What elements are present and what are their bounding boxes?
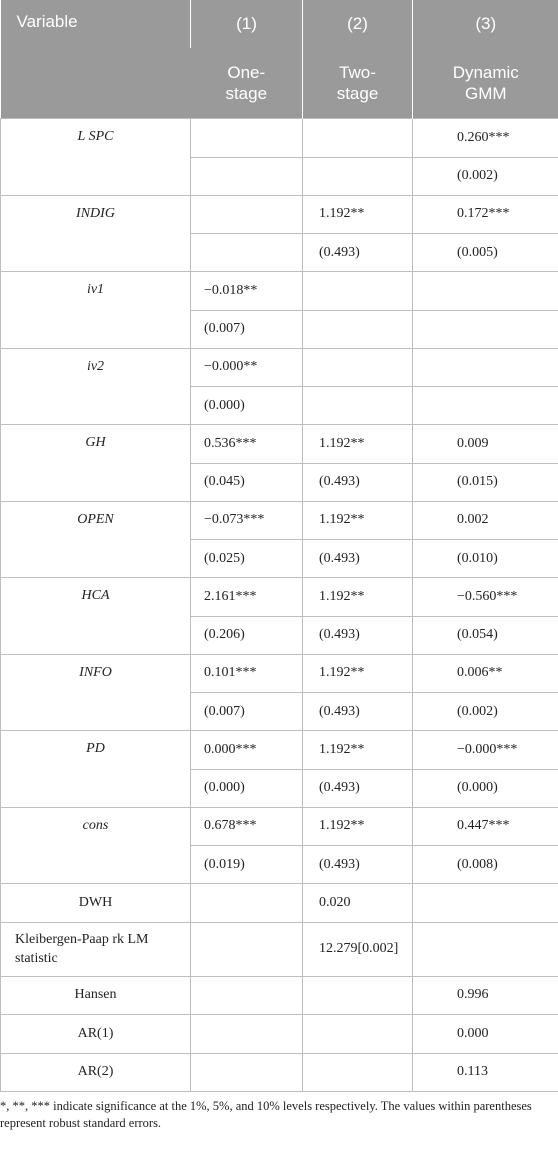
- std-error-cell: (0.002): [413, 157, 558, 195]
- statistic-value: [303, 1053, 413, 1092]
- statistic-value: [191, 884, 303, 923]
- statistic-label: AR(1): [1, 1015, 191, 1054]
- coefficient-cell: 1.192**: [303, 654, 413, 693]
- statistic-value: 0.113: [413, 1053, 558, 1092]
- table-row: [1, 807, 558, 846]
- std-error-cell: (0.010): [413, 540, 558, 578]
- coefficient-cell: 0.101***: [191, 654, 303, 693]
- variable-name: iv2: [1, 348, 191, 425]
- coefficient-cell: 0.447***: [413, 807, 558, 846]
- statistic-value: [191, 1053, 303, 1092]
- coefficient-cell: [303, 348, 413, 387]
- coefficient-cell: 1.192**: [303, 578, 413, 617]
- variable-name: GH: [1, 425, 191, 502]
- variable-name: L SPC: [1, 119, 191, 196]
- coefficient-cell: 1.192**: [303, 731, 413, 770]
- table-row: [1, 922, 558, 976]
- variable-name: PD: [1, 731, 191, 808]
- std-error-cell: (0.005): [413, 234, 558, 272]
- coefficient-cell: 0.002: [413, 501, 558, 540]
- table-row: [1, 654, 558, 693]
- coefficient-cell: 0.172***: [413, 195, 558, 234]
- std-error-cell: [303, 387, 413, 425]
- std-error-cell: (0.493): [303, 234, 413, 272]
- table-footnote: *, **, *** indicate significance at the 1%, 5%, and 10% levels respectively. The values within parentheses represent robust standard errors.: [0, 1099, 532, 1130]
- table-row: [1, 119, 558, 158]
- statistic-value: 0.996: [413, 976, 558, 1015]
- variable-name: cons: [1, 807, 191, 884]
- std-error-cell: (0.493): [303, 693, 413, 731]
- coefficient-cell: 1.192**: [303, 195, 413, 234]
- statistic-label: DWH: [1, 884, 191, 923]
- coefficient-cell: [191, 195, 303, 234]
- coefficient-cell: 0.000***: [191, 731, 303, 770]
- std-error-cell: [191, 157, 303, 195]
- std-error-cell: (0.019): [191, 846, 303, 884]
- statistic-label: AR(2): [1, 1053, 191, 1092]
- table-row: [1, 976, 558, 1015]
- coefficient-cell: −0.560***: [413, 578, 558, 617]
- std-error-cell: [303, 310, 413, 348]
- header-col-3-number: (3): [413, 0, 558, 48]
- table-row: [1, 501, 558, 540]
- table-body: [1, 119, 558, 1092]
- std-error-cell: (0.493): [303, 846, 413, 884]
- coefficient-cell: 0.009: [413, 425, 558, 464]
- std-error-cell: (0.007): [191, 693, 303, 731]
- statistic-value: 0.000: [413, 1015, 558, 1054]
- std-error-cell: (0.493): [303, 540, 413, 578]
- coefficient-cell: [413, 272, 558, 311]
- std-error-cell: [191, 234, 303, 272]
- header-col-3-label: Dynamic GMM: [413, 48, 558, 119]
- coefficient-cell: 1.192**: [303, 425, 413, 464]
- std-error-cell: [413, 310, 558, 348]
- std-error-cell: (0.015): [413, 463, 558, 501]
- std-error-cell: (0.493): [303, 616, 413, 654]
- header-col-2-number: (2): [303, 0, 413, 48]
- coefficient-cell: 0.006**: [413, 654, 558, 693]
- header-col-1-number: (1): [191, 0, 303, 48]
- std-error-cell: (0.045): [191, 463, 303, 501]
- table-row: [1, 195, 558, 234]
- statistic-value: [303, 976, 413, 1015]
- table-row: [1, 731, 558, 770]
- coefficient-cell: 0.260***: [413, 119, 558, 158]
- std-error-cell: (0.000): [413, 769, 558, 807]
- std-error-cell: (0.025): [191, 540, 303, 578]
- variable-name: HCA: [1, 578, 191, 655]
- std-error-cell: [413, 387, 558, 425]
- coefficient-cell: −0.073***: [191, 501, 303, 540]
- statistic-value: [303, 1015, 413, 1054]
- coefficient-cell: 1.192**: [303, 807, 413, 846]
- std-error-cell: (0.493): [303, 769, 413, 807]
- std-error-cell: (0.002): [413, 693, 558, 731]
- coefficient-cell: [413, 348, 558, 387]
- coefficient-cell: 1.192**: [303, 501, 413, 540]
- coefficient-cell: 2.161***: [191, 578, 303, 617]
- std-error-cell: (0.054): [413, 616, 558, 654]
- coefficient-cell: 0.536***: [191, 425, 303, 464]
- std-error-cell: (0.008): [413, 846, 558, 884]
- statistic-label: Kleibergen-Paap rk LM statistic: [1, 922, 191, 976]
- coefficient-cell: −0.000***: [413, 731, 558, 770]
- table-row: [1, 348, 558, 387]
- coefficient-cell: −0.000**: [191, 348, 303, 387]
- table-row: [1, 578, 558, 617]
- statistic-label: Hansen: [1, 976, 191, 1015]
- coefficient-cell: −0.018**: [191, 272, 303, 311]
- statistic-value: 12.279[0.002]: [303, 922, 413, 976]
- std-error-cell: (0.007): [191, 310, 303, 348]
- statistic-value: [191, 976, 303, 1015]
- header-variable: Variable: [1, 0, 191, 119]
- table-row: [1, 884, 558, 923]
- coefficient-cell: 0.678***: [191, 807, 303, 846]
- coefficient-cell: [191, 119, 303, 158]
- variable-name: iv1: [1, 272, 191, 349]
- statistic-value: [413, 884, 558, 923]
- std-error-cell: (0.000): [191, 387, 303, 425]
- std-error-cell: (0.000): [191, 769, 303, 807]
- std-error-cell: (0.206): [191, 616, 303, 654]
- std-error-cell: (0.493): [303, 463, 413, 501]
- coefficient-cell: [303, 272, 413, 311]
- statistic-value: [191, 922, 303, 976]
- table-row: [1, 1053, 558, 1092]
- std-error-cell: [303, 157, 413, 195]
- variable-name: OPEN: [1, 501, 191, 578]
- table-header: [1, 0, 558, 119]
- variable-name: INDIG: [1, 195, 191, 272]
- statistic-value: [413, 922, 558, 976]
- table-row: [1, 272, 558, 311]
- header-col-1-label: One- stage: [191, 48, 303, 119]
- variable-name: INFO: [1, 654, 191, 731]
- table-row: [1, 1015, 558, 1054]
- statistic-value: 0.020: [303, 884, 413, 923]
- table-row: [1, 425, 558, 464]
- statistic-value: [191, 1015, 303, 1054]
- header-col-2-label: Two- stage: [303, 48, 413, 119]
- coefficient-cell: [303, 119, 413, 158]
